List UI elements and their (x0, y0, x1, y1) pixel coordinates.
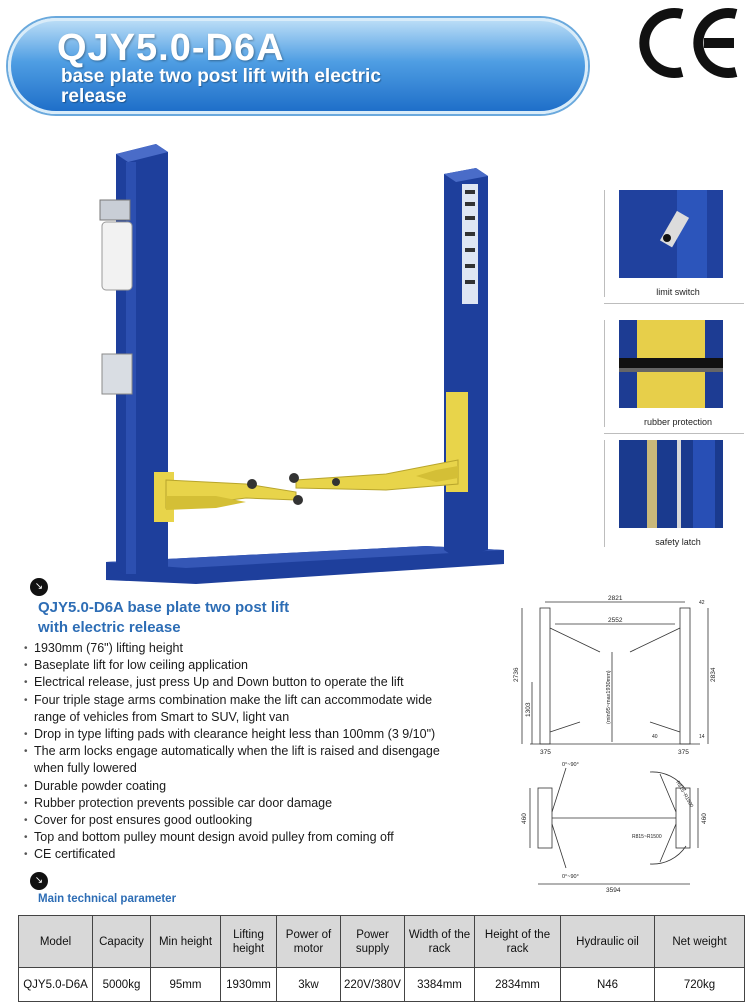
feature-item: • Rubber protection prevents possible car door damage (24, 795, 464, 812)
column-header: Height of the rack (475, 916, 561, 968)
table-cell: 1930mm (221, 968, 277, 1002)
product-description-title (38, 598, 338, 638)
safety-latch-photo-icon (619, 440, 723, 528)
parameter-table (18, 915, 745, 1002)
title-line: QJY5.0-D6A base plate two post lift (38, 599, 290, 616)
table-cell: 720kg (655, 968, 745, 1002)
dim-label: 2821 (608, 595, 623, 602)
column-header: Model (19, 916, 93, 968)
dim-label: 0°~90° (562, 874, 579, 880)
feature-item: • 1930mm (76") lifting height (24, 640, 464, 657)
dim-label: 0°~90° (562, 762, 579, 768)
dim-label: 1303 (525, 702, 532, 717)
divider (604, 433, 744, 434)
column-header: Net weight (655, 916, 745, 968)
dim-label: 460 (701, 813, 708, 824)
dim-label: 2552 (608, 617, 623, 624)
section-marker-icon: ↘ (30, 578, 48, 596)
parameter-heading: Main technical parameter (38, 893, 177, 905)
table-cell: 3kw (277, 968, 341, 1002)
ce-mark-logo (638, 6, 742, 80)
model-title: QJY5.0-D6A (57, 27, 285, 69)
feature-item: • Electrical release, just press Up and Down button to operate the lift (24, 674, 464, 691)
title-banner (8, 18, 588, 114)
column-header: Power supply (341, 916, 405, 968)
detail-limit-switch (604, 190, 744, 304)
dim-label: 2736 (513, 667, 520, 682)
column-header: Width of the rack (405, 916, 475, 968)
column-header: Min height (151, 916, 221, 968)
feature-item: • Durable powder coating (24, 778, 464, 795)
ce-mark-icon (638, 6, 742, 80)
table-cell: 3384mm (405, 968, 475, 1002)
section-marker-icon: ↘ (30, 872, 48, 890)
detail-caption: safety latch (655, 537, 701, 547)
dim-label: 2834 (710, 667, 717, 682)
feature-item: • Drop in type lifting pads with clearance height less than 100mm (3 9/10") (24, 726, 464, 743)
table-cell: 2834mm (475, 968, 561, 1002)
table-row (19, 968, 745, 1002)
feature-item: • The arm locks engage automatically when the lift is raised and disengage when fully lowered (24, 743, 464, 777)
column-header: Power of motor (277, 916, 341, 968)
feature-item: • Four triple stage arms combination make the lift can accommodate wide range of vehicles from Smart to SUV, light van (24, 692, 464, 726)
dim-label: R815~R1500 (632, 834, 662, 840)
model-subtitle: base plate two post lift with electric release (61, 66, 381, 107)
dim-label: 42 (699, 600, 705, 606)
dim-label: 14 (699, 734, 705, 740)
table-cell: 220V/380V (341, 968, 405, 1002)
dim-label: 460 (521, 813, 528, 824)
limit-switch-photo-icon (619, 190, 723, 278)
table-cell: N46 (561, 968, 655, 1002)
detail-caption: rubber protection (643, 417, 713, 427)
divider (604, 303, 744, 304)
dim-label: 3594 (606, 887, 621, 892)
two-post-lift-illustration (96, 140, 516, 590)
feature-item: • Baseplate lift for low ceiling application (24, 657, 464, 674)
dim-label: 375 (540, 749, 551, 756)
table-cell: QJY5.0-D6A (19, 968, 93, 1002)
dim-label: 40 (652, 734, 658, 740)
detail-caption: limit switch (656, 287, 700, 297)
table-cell: 95mm (151, 968, 221, 1002)
dim-label: (min95~max1930mm) (606, 670, 612, 724)
title-line: with electric release (38, 619, 181, 636)
feature-list (24, 640, 464, 864)
detail-rubber-protection (604, 320, 744, 434)
table-header-row (19, 916, 745, 968)
rubber-protection-photo-icon (619, 320, 723, 408)
detail-safety-latch (604, 440, 744, 547)
dimension-drawing (500, 592, 722, 892)
feature-item: • CE certificated (24, 846, 464, 863)
dim-label: R815~R1500 (674, 780, 695, 809)
feature-item: • Top and bottom pulley mount design avoid pulley from coming off (24, 829, 464, 846)
table-cell: 5000kg (93, 968, 151, 1002)
column-header: Capacity (93, 916, 151, 968)
dim-label: 375 (678, 749, 689, 756)
column-header: Hydraulic oil (561, 916, 655, 968)
feature-item: • Cover for post ensures good outlooking (24, 812, 464, 829)
column-header: Lifting height (221, 916, 277, 968)
